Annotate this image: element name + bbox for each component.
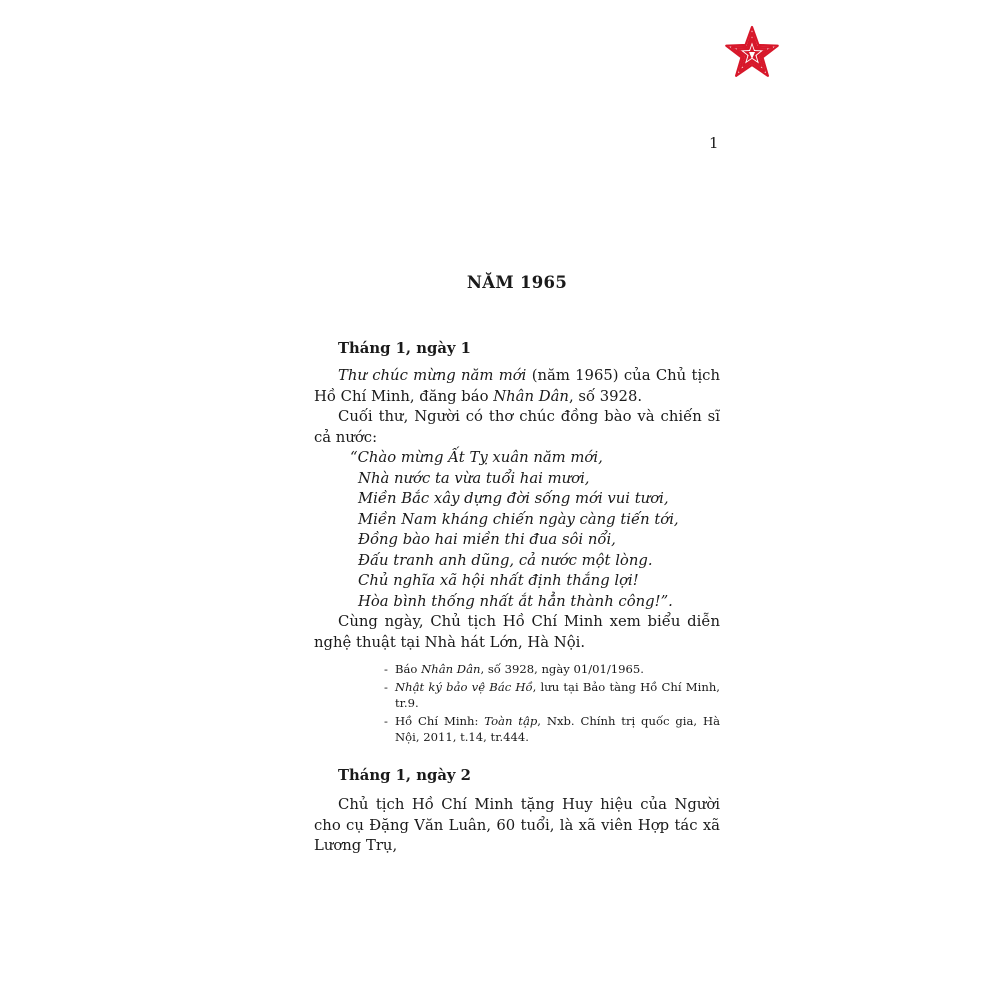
source-dash: -: [384, 714, 388, 728]
source-dash: -: [384, 680, 388, 694]
source-title: Nhân Dân: [421, 662, 481, 676]
entry-heading: Tháng 1, ngày 2: [338, 767, 471, 784]
poem: [314, 448, 720, 612]
poem-line: Đồng bào hai miền thi đua sôi nổi,: [358, 531, 616, 548]
body-paragraph: Cuối thư, Người có thơ chúc đồng bào và chiến sĩ cả nước:: [314, 408, 720, 446]
newspaper-name: Nhân Dân: [493, 387, 569, 405]
source-suffix: , Nxb. Chính trị quốc gia, Hà Nội, 2011, t.14, tr.444.: [395, 714, 720, 744]
source-item: [384, 679, 720, 711]
poem-line: “Chào mừng Ất Tỵ xuân năm mới,: [350, 449, 603, 466]
source-dash: -: [384, 662, 388, 676]
source-list: [384, 661, 720, 745]
source-item: [384, 713, 720, 745]
letter-title: Thư chúc mừng năm mới: [338, 367, 527, 384]
source-text: [395, 713, 720, 745]
source-text: [395, 679, 720, 711]
source-suffix: , lưu tại Bảo tàng Hồ Chí Minh, tr.9.: [395, 680, 720, 710]
publisher-star-logo-icon: [722, 24, 782, 84]
body-paragraph: Chủ tịch Hồ Chí Minh tặng Huy hiệu của Người cho cụ Đặng Văn Luân, 60 tuổi, là xã viên Hợp tác xã Lương Trụ,: [314, 796, 720, 854]
entry-heading: Tháng 1, ngày 1: [338, 340, 471, 357]
document-body: [314, 338, 720, 857]
source-prefix: Hồ Chí Minh:: [395, 714, 485, 728]
body-paragraph: [314, 366, 720, 407]
body-paragraph: Cùng ngày, Chủ tịch Hồ Chí Minh xem biểu diễn nghệ thuật tại Nhà hát Lớn, Hà Nội.: [314, 613, 720, 651]
poem-line: Chủ nghĩa xã hội nhất định thắng lợi!: [358, 572, 639, 589]
source-text: [395, 661, 720, 677]
chapter-title: NĂM 1965: [466, 273, 568, 292]
poem-line: Nhà nước ta vừa tuổi hai mươi,: [358, 469, 590, 487]
poem-line: Đấu tranh anh dũng, cả nước một lòng.: [358, 551, 653, 569]
source-title: Nhật ký bảo vệ Bác Hồ: [395, 680, 533, 694]
poem-line: Miền Nam kháng chiến ngày càng tiến tới,: [358, 510, 679, 528]
paragraph-text: (năm 1965) của Chủ tịch Hồ Chí Minh, đăng báo: [314, 367, 720, 405]
source-title: Toàn tập: [484, 714, 538, 728]
paragraph-text: , số 3928.: [568, 387, 643, 405]
publisher-logo: [722, 24, 782, 84]
entry-jan-2: [314, 765, 720, 857]
entry-jan-1: [314, 338, 720, 745]
source-item: [384, 661, 720, 677]
source-suffix: , số 3928, ngày 01/01/1965.: [480, 662, 644, 676]
page-number: 1: [709, 134, 719, 152]
source-prefix: Báo: [395, 662, 422, 676]
poem-line: Miền Bắc xây dựng đời sống mới vui tươi,: [358, 490, 669, 507]
poem-line: Hòa bình thống nhất ắt hẳn thành công!”.: [358, 592, 673, 610]
